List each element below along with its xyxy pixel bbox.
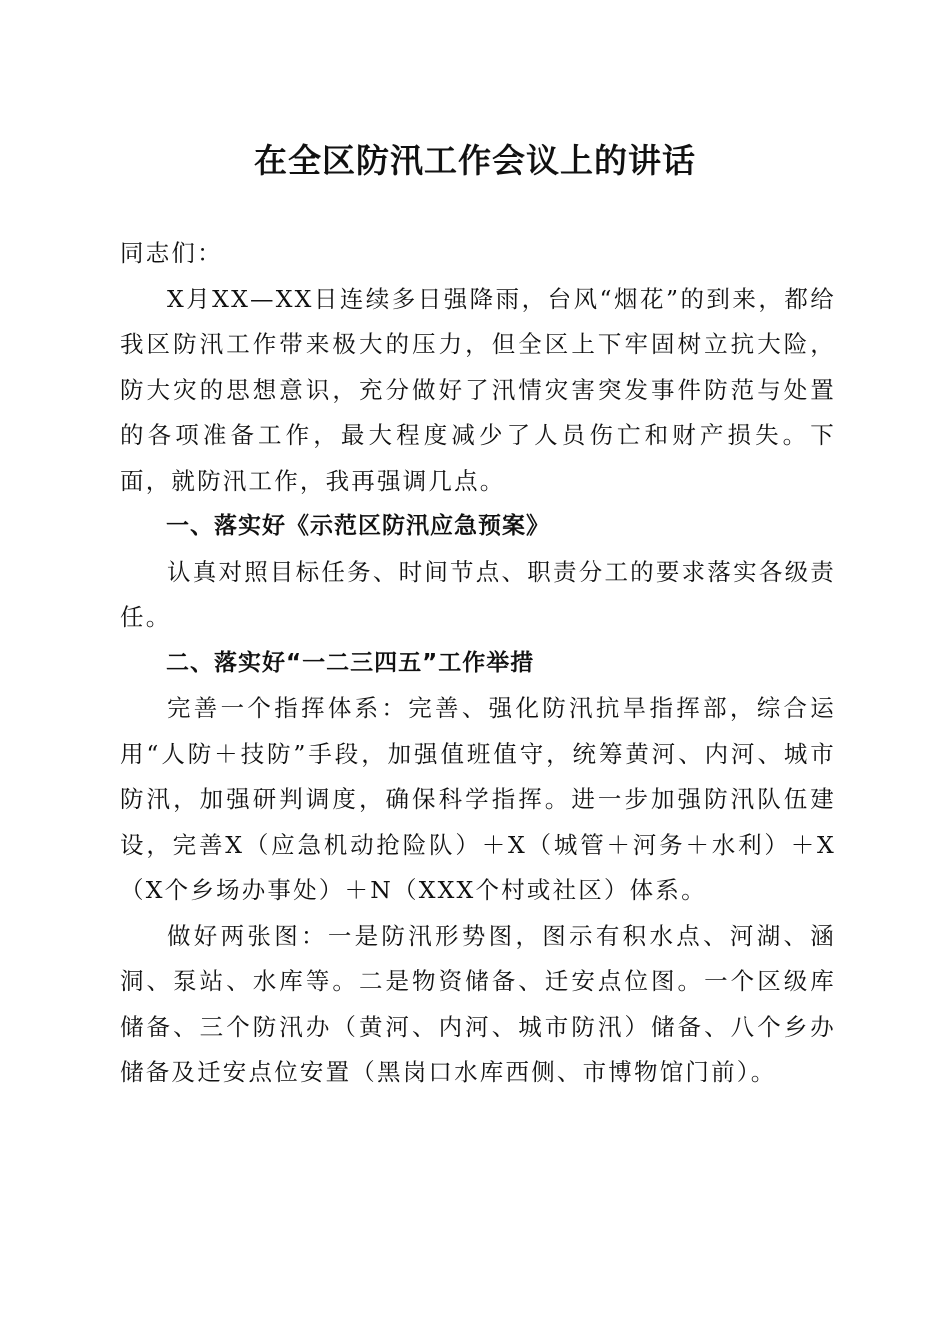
section-2-paragraph-1: 完善一个指挥体系：完善、强化防汛抗旱指挥部，综合运用“人防＋技防”手段，加强值班值守，统筹黄河、内河、城市防汛，加强研判调度，确保科学指挥。进一步加强防汛队伍建设，完善X（应急机动抢险队）＋X（城管＋河务＋水利）＋X（X个乡场办事处）＋N（XXX个村或社区）体系。 [120, 694, 836, 904]
section-1-heading: 一、落实好《示范区防汛应急预案》 [166, 513, 550, 539]
section-2-paragraph-2: 做好两张图：一是防汛形势图，图示有积水点、河湖、涵洞、泵站、水库等。二是物资储备、迁安点位图。一个区级库储备、三个防汛办（黄河、内河、城市防汛）储备、八个乡办储备及迁安点位安置（黑岗口水库西侧、市博物馆门前）。 [120, 921, 836, 1086]
document-title: 在全区防汛工作会议上的讲话 [254, 141, 696, 180]
section-2-heading: 二、落实好“一二三四五”工作举措 [166, 649, 535, 676]
section-1-body: 认真对照目标任务、时间节点、职责分工的要求落实各级责任。 [120, 557, 836, 631]
intro-paragraph: X月XX—XX日连续多日强降雨，台风“烟花”的到来，都给我区防汛工作带来极大的压力，但全区上下牢固树立抗大险，防大灾的思想意识，充分做好了汛情灾害突发事件防范与处置的各项准备工作，最大程度减少了人员伤亡和财产损失。下面，就防汛工作，我再强调几点。 [120, 284, 836, 495]
salutation: 同志们： [120, 239, 223, 267]
document-body [120, 231, 836, 1096]
